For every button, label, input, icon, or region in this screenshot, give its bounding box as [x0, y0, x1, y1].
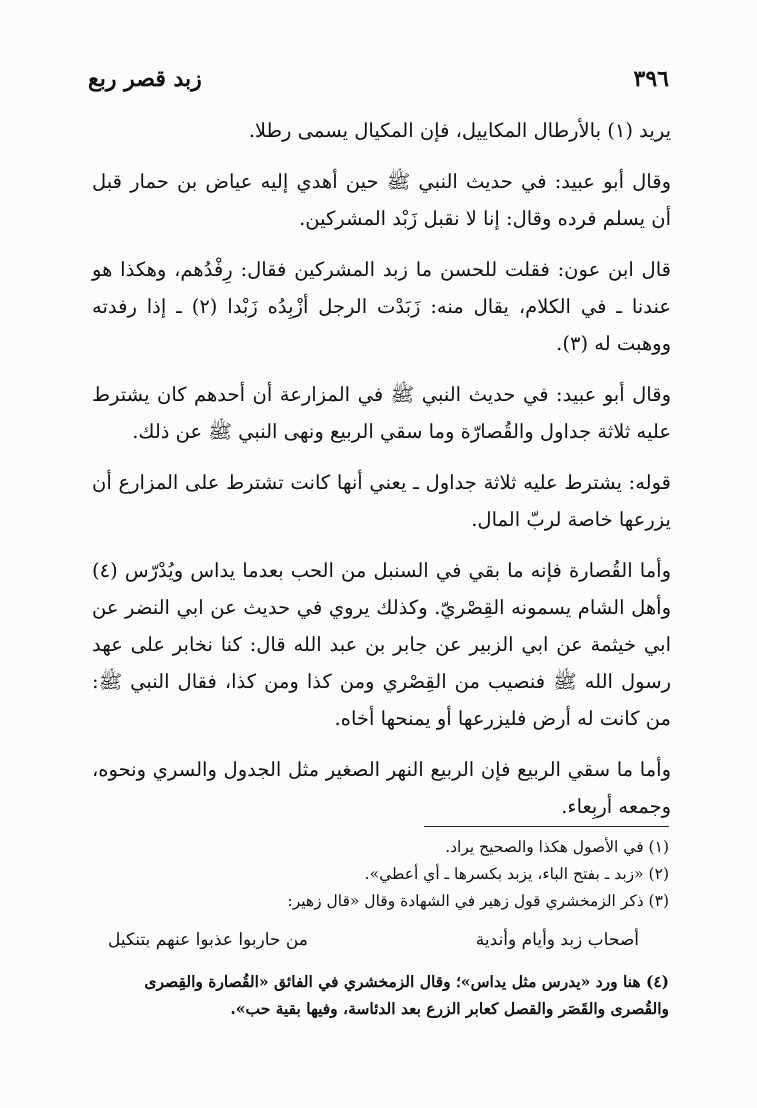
page-header [88, 62, 669, 96]
section-title: زبد قصر ربع [88, 66, 202, 92]
footnote-4: (٤) هنا ورد «يدرس مثل يداس»؛ وقال الزمخشري في الفائق «القُصارة والقِصرى والقُصرى والقَصَر والقصل كعابر الزرع بعد الدئاسة، وفيها بقية حب». [144, 972, 669, 1018]
paragraph: قوله: يشترط عليه ثلاثة جداول ـ يعني أنها كانت تشترط على المزارع أن يزرعها خاصة لربّ المال. [92, 471, 671, 531]
paragraph: قال ابن عون: فقلت للحسن ما زبد المشركين فقال: رِفْدُهم، وهكذا هو عندنا ـ في الكلام، يقال منه: زَبَدْت الرجل أزْبِدُه زَبْدا (٢) ـ إذا رفدته ووهبت له (٣). [92, 258, 671, 355]
paragraph: وأما القُصارة فإنه ما بقي في السنبل من الحب بعدما يداس ويُدْرّس (٤) وأهل الشام يسمونه القِصْريّ. وكذلك يروي في حديث عن ابي النضر عن ابي خيثمة عن ابي الزبير عن جابر بن عبد الله قال: كنا نخابر على عهد رسول الله ﷺ فنصيب من القِصْري ومن كذا ومن كذا، فقال النبي ﷺ: من كانت له أرض فليزرعها أو يمنحها أخاه. [92, 559, 671, 730]
paragraph: وقال أبو عبيد: في حديث النبي ﷺ حين أهدي إليه عياض بن حمار قبل أن يسلم فرده وقال: إنا لا نقبل زَبْد المشركين. [92, 170, 671, 230]
footnote-3: (٣) ذكر الزمخشري قول زهير في الشهادة وقال «قال زهير: [287, 892, 669, 910]
verse-first-hemistich: أصحاب زبد وأيام وأندية [475, 930, 639, 950]
poetry-verse [108, 927, 639, 954]
footnote-1: (١) في الأصول هكذا والصحيح يراد. [445, 838, 669, 856]
footnotes [92, 834, 669, 1022]
footnote-2: (٢) «زبد ـ بفتح الباء، يزبد بكسرها ـ أي أعطي». [364, 865, 669, 883]
footnote-divider [424, 826, 669, 827]
verse-second-hemistich: من حاربوا عذبوا عنهم بتنكيل [108, 930, 308, 950]
paragraph: وقال أبو عبيد: في حديث النبي ﷺ في المزارعة أن أحدهم كان يشترط عليه ثلاثة جداول والقُصارّة وما سقي الربيع ونهى النبي ﷺ عن ذلك. [92, 383, 671, 443]
paragraph: يريد (١) بالأرطال المكاييل، فإن المكيال يسمى رطلا. [248, 119, 671, 142]
page-number: ٣٩٦ [633, 66, 669, 92]
main-text [92, 112, 671, 839]
paragraph: وأما ما سقي الربيع فإن الربيع النهر الصغير مثل الجدول والسري ونحوه، وجمعه أربِعاء. [92, 758, 671, 818]
